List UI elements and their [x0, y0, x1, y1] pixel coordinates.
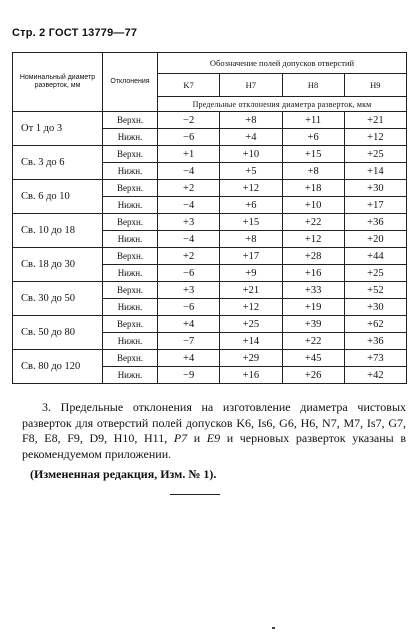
separator-line: [170, 494, 220, 495]
deviation-type-cell: Верхн.: [103, 282, 158, 299]
field-header: H7: [220, 74, 282, 97]
value-cell: +21: [220, 282, 282, 299]
value-cell: +2: [158, 248, 220, 265]
table-row: [13, 214, 407, 231]
deviation-type-cell: Нижн.: [103, 265, 158, 282]
value-cell: +11: [282, 112, 344, 129]
value-cell: +25: [344, 146, 406, 163]
size-range-cell: Св. 3 до 6: [13, 146, 103, 180]
value-cell: +18: [282, 180, 344, 197]
column-header-size: Номинальный диаметр разверток, мм: [13, 53, 103, 112]
value-cell: +19: [282, 299, 344, 316]
value-cell: +44: [344, 248, 406, 265]
value-cell: −4: [158, 163, 220, 180]
value-cell: +6: [282, 129, 344, 146]
size-range-cell: Св. 30 до 50: [13, 282, 103, 316]
value-cell: +30: [344, 299, 406, 316]
table-body: [13, 112, 407, 384]
size-range-cell: Св. 80 до 120: [13, 350, 103, 384]
value-cell: −6: [158, 265, 220, 282]
value-cell: +4: [158, 350, 220, 367]
size-range-cell: Св. 50 до 80: [13, 316, 103, 350]
value-cell: +2: [158, 180, 220, 197]
value-cell: +10: [282, 197, 344, 214]
value-cell: +12: [282, 231, 344, 248]
deviation-type-cell: Верхн.: [103, 316, 158, 333]
value-cell: +17: [220, 248, 282, 265]
deviation-type-cell: Нижн.: [103, 333, 158, 350]
deviation-type-cell: Верхн.: [103, 112, 158, 129]
size-range-cell: От 1 до 3: [13, 112, 103, 146]
value-cell: +8: [220, 112, 282, 129]
value-cell: +42: [344, 367, 406, 384]
value-cell: +15: [220, 214, 282, 231]
value-cell: +4: [220, 129, 282, 146]
deviation-type-cell: Нижн.: [103, 299, 158, 316]
deviation-type-cell: Нижн.: [103, 197, 158, 214]
value-cell: +33: [282, 282, 344, 299]
size-range-cell: Св. 6 до 10: [13, 180, 103, 214]
value-cell: −2: [158, 112, 220, 129]
value-cell: +21: [344, 112, 406, 129]
deviation-type-cell: Верхн.: [103, 180, 158, 197]
deviation-type-cell: Верхн.: [103, 146, 158, 163]
value-cell: +15: [282, 146, 344, 163]
field-header: H8: [282, 74, 344, 97]
table-row: [13, 112, 407, 129]
deviation-type-cell: Верхн.: [103, 248, 158, 265]
value-cell: +17: [344, 197, 406, 214]
value-cell: +10: [220, 146, 282, 163]
value-cell: +29: [220, 350, 282, 367]
value-cell: +1: [158, 146, 220, 163]
value-cell: +45: [282, 350, 344, 367]
tolerance-table: [12, 52, 407, 384]
note-paragraph: 3. Предельные отклонения на изготовление диаметра чистовых разверток для отверстий полей допусков K6, Is6, G6, H6, N7, M7, Is7, G7, F8, E8, F9, D9, H10, H11, P7 и E9 и черновых разверток указаны в рекомендуемом приложении.: [22, 400, 407, 461]
edit-note: (Измененная редакция, Изм. № 1).: [30, 467, 217, 481]
value-cell: −4: [158, 231, 220, 248]
deviation-type-cell: Нижн.: [103, 163, 158, 180]
size-range-cell: Св. 10 до 18: [13, 214, 103, 248]
value-cell: +25: [220, 316, 282, 333]
value-cell: +16: [220, 367, 282, 384]
deviation-type-cell: Нижн.: [103, 129, 158, 146]
scan-mark: [272, 627, 275, 629]
notes: [22, 400, 406, 462]
table-row: [13, 180, 407, 197]
value-cell: +8: [220, 231, 282, 248]
table-row: [13, 350, 407, 367]
value-cell: +73: [344, 350, 406, 367]
group-header-fields: Обозначение полей допусков отверстий: [158, 53, 407, 74]
value-cell: +30: [344, 180, 406, 197]
value-cell: +14: [344, 163, 406, 180]
value-cell: +9: [220, 265, 282, 282]
value-cell: +26: [282, 367, 344, 384]
value-cell: −4: [158, 197, 220, 214]
value-cell: +22: [282, 333, 344, 350]
value-cell: +5: [220, 163, 282, 180]
value-cell: +52: [344, 282, 406, 299]
value-cell: +14: [220, 333, 282, 350]
value-cell: −7: [158, 333, 220, 350]
value-cell: +12: [220, 299, 282, 316]
table-row: [13, 282, 407, 299]
value-cell: +25: [344, 265, 406, 282]
value-cell: +20: [344, 231, 406, 248]
column-header-deviation: Отклонения: [103, 53, 158, 112]
deviation-type-cell: Верхн.: [103, 350, 158, 367]
field-header: H9: [344, 74, 406, 97]
size-range-cell: Св. 18 до 30: [13, 248, 103, 282]
value-cell: +28: [282, 248, 344, 265]
value-cell: +22: [282, 214, 344, 231]
deviation-type-cell: Верхн.: [103, 214, 158, 231]
value-cell: +39: [282, 316, 344, 333]
sub-header-deviations: Предельные отклонения диаметра разверток, мкм: [158, 97, 407, 112]
value-cell: +36: [344, 214, 406, 231]
table-row: [13, 248, 407, 265]
deviation-type-cell: Нижн.: [103, 367, 158, 384]
field-header: K7: [158, 74, 220, 97]
value-cell: +4: [158, 316, 220, 333]
value-cell: +16: [282, 265, 344, 282]
page-header: Стр. 2 ГОСТ 13779—77: [12, 27, 138, 39]
table-row: [13, 316, 407, 333]
value-cell: −6: [158, 129, 220, 146]
value-cell: −9: [158, 367, 220, 384]
value-cell: +6: [220, 197, 282, 214]
value-cell: +36: [344, 333, 406, 350]
value-cell: +3: [158, 214, 220, 231]
table-row: [13, 146, 407, 163]
value-cell: +12: [220, 180, 282, 197]
value-cell: +8: [282, 163, 344, 180]
value-cell: −6: [158, 299, 220, 316]
value-cell: +3: [158, 282, 220, 299]
deviation-type-cell: Нижн.: [103, 231, 158, 248]
value-cell: +62: [344, 316, 406, 333]
value-cell: +12: [344, 129, 406, 146]
